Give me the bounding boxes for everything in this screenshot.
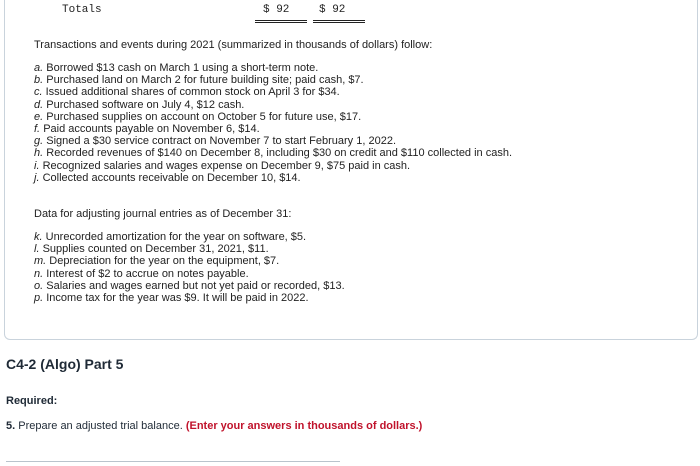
- list-item: k. Unrecorded amortization for the year on software, $5.: [34, 231, 307, 243]
- adjusting-intro: Data for adjusting journal entries as of December 31:: [34, 208, 292, 220]
- list-item: b. Purchased land on March 2 for future building site; paid cash, $7.: [34, 74, 364, 87]
- list-item: d. Purchased software on July 4, $12 cash.: [34, 98, 245, 111]
- totals-label: Totals: [62, 4, 102, 16]
- transactions-intro: Transactions and events during 2021 (summarized in thousands of dollars) follow:: [34, 39, 433, 51]
- list-item: l. Supplies counted on December 31, 2021, $11.: [34, 243, 269, 256]
- list-item: e. Purchased supplies on account on October 5 for future use, $17.: [34, 110, 362, 123]
- list-item: h. Recorded revenues of $140 on December 8, including $30 on credit and $110 collected in cash.: [34, 147, 513, 160]
- list-item: n. Interest of $2 to accrue on notes payable.: [34, 267, 249, 280]
- answer-area-divider: [6, 461, 340, 462]
- list-item: o. Salaries and wages earned but not yet paid or recorded, $13.: [34, 279, 345, 292]
- total-credit: $ 92: [319, 4, 346, 16]
- required-label: Required:: [6, 395, 58, 407]
- list-item: g. Signed a $30 service contract on November 7 to start February 1, 2022.: [34, 135, 396, 148]
- list-item: a. Borrowed $13 cash on March 1 using a short-term note.: [34, 62, 319, 74]
- required-note: (Enter your answers in thousands of dollars.): [185, 420, 423, 432]
- required-number: 5.: [6, 420, 16, 432]
- list-item: m. Depreciation for the year on the equipment, $7.: [34, 255, 280, 268]
- part-title: C4-2 (Algo) Part 5: [6, 356, 124, 372]
- list-item: j. Collected accounts receivable on December 10, $14.: [34, 171, 301, 184]
- list-item: p. Income tax for the year was $9. It will be paid in 2022.: [34, 292, 309, 305]
- adjustments-list: [34, 231, 345, 304]
- transactions-list: [34, 62, 512, 184]
- total-debit: $ 92: [263, 4, 290, 16]
- double-rule-credit: [313, 20, 365, 23]
- list-item: c. Issued additional shares of common stock on April 3 for $34.: [34, 86, 340, 99]
- list-item: i. Recognized salaries and wages expense on December 9, $75 paid in cash.: [34, 159, 411, 172]
- list-item: f. Paid accounts payable on November 6, $14.: [34, 123, 260, 136]
- double-rule-debit: [255, 20, 307, 23]
- required-text: Prepare an adjusted trial balance.: [18, 420, 183, 432]
- trial-balance-fragment: [41, 0, 361, 24]
- required-instruction: [6, 420, 422, 432]
